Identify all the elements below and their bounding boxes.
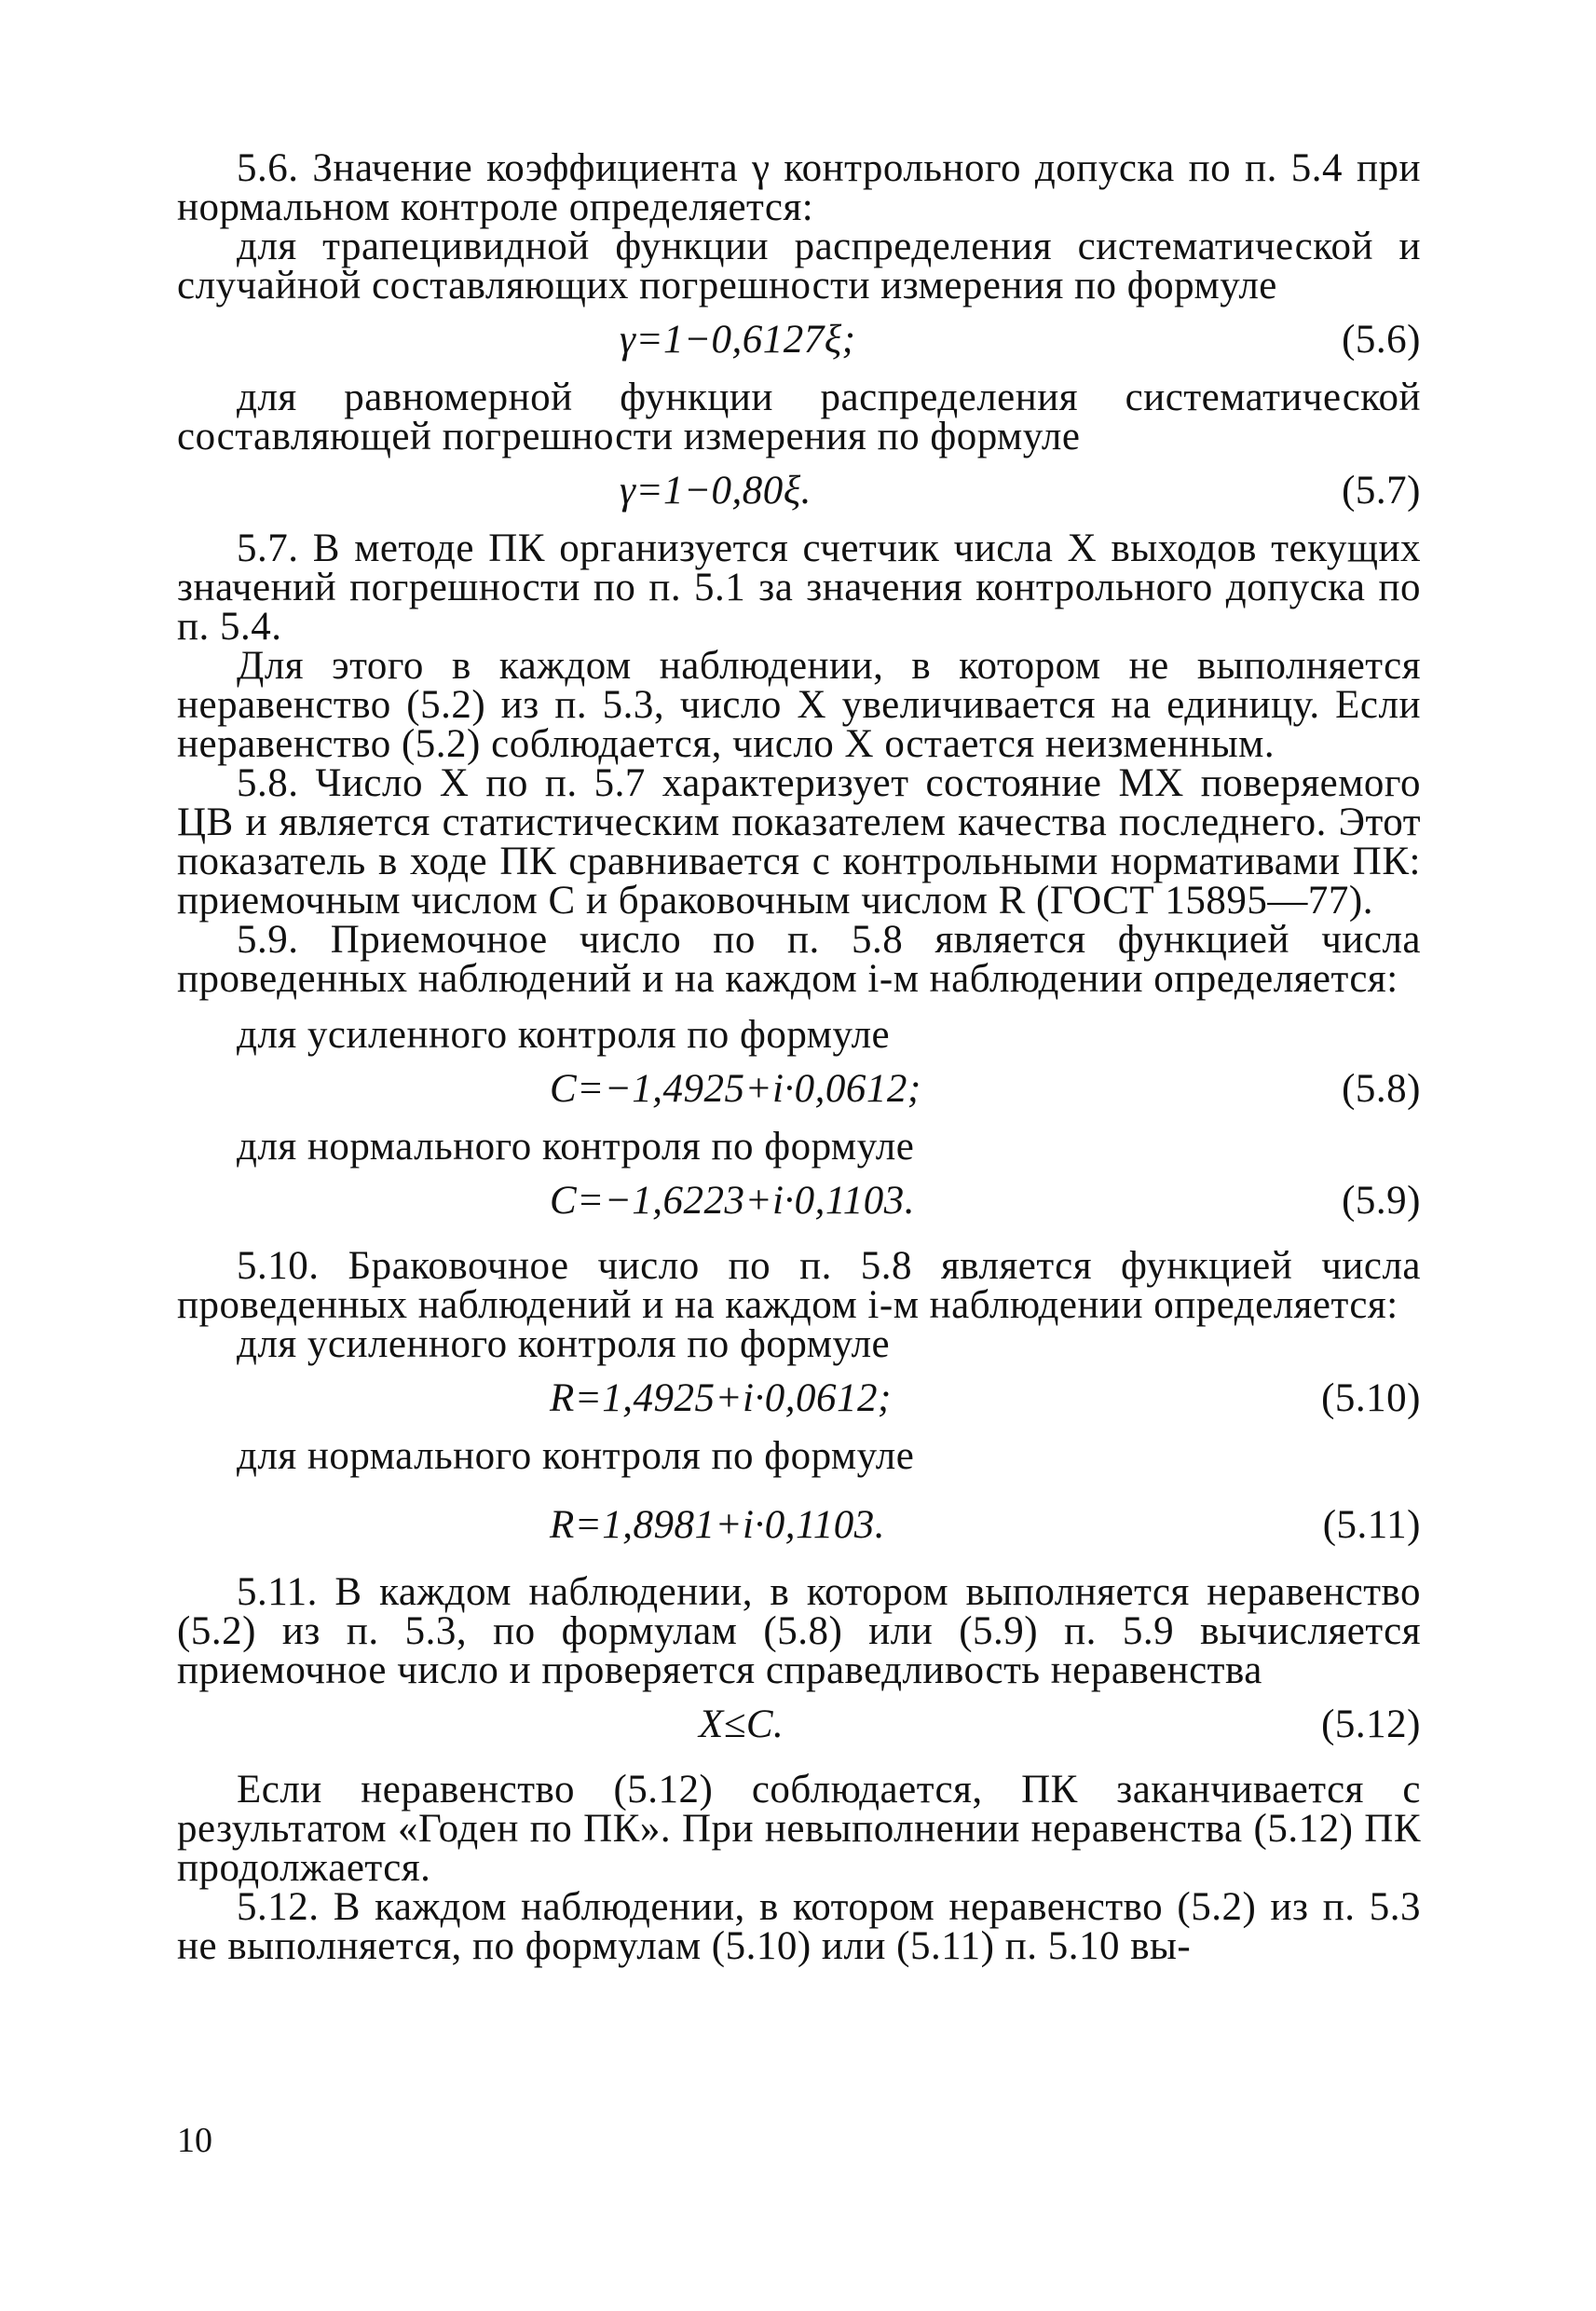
paragraph-5-9-strict: для усиленного контроля по формуле (237, 1013, 891, 1057)
formula-expression: γ=1−0,6127ξ; (620, 318, 856, 362)
formula-expression: X≤C. (699, 1702, 784, 1746)
paragraph-5-7-continued: Для этого в каждом наблюдении, в котором не выполняется неравенство (5.2) из п. 5.3, число X увеличивается на единицу. Если неравенство (5.2) соблюдается, число X остается неизменным. (177, 644, 1421, 766)
formula-number: (5.10) (1321, 1376, 1421, 1420)
formula-number: (5.6) (1342, 318, 1421, 362)
formula-5-6 (177, 313, 1421, 369)
formula-expression: R=1,8981+i·0,1103. (550, 1503, 886, 1547)
formula-number: (5.12) (1321, 1702, 1421, 1746)
paragraph-5-9-normal: для нормального контроля по формуле (237, 1125, 915, 1169)
paragraph-5-7: 5.7. В методе ПК организуется счетчик числа X выходов текущих значений погрешности по п. 5.1 за значения контрольного допуска по п. 5.4. (177, 526, 1421, 649)
formula-expression: γ=1−0,80ξ. (620, 469, 812, 513)
paragraph-5-10-strict: для усиленного контроля по формуле (237, 1322, 891, 1366)
formula-expression: C=−1,6223+i·0,1103. (550, 1179, 915, 1223)
paragraph-5-11-result: Если неравенство (5.12) соблюдается, ПК заканчивается с результатом «Годен по ПК». При невыполнении неравенства (5.12) ПК продолжается. (177, 1768, 1421, 1890)
formula-expression: C=−1,4925+i·0,0612; (550, 1067, 921, 1111)
paragraph-5-12: 5.12. В каждом наблюдении, в котором неравенство (5.2) из п. 5.3 не выполняется, по формулам (5.10) или (5.11) п. 5.10 вы- (177, 1885, 1421, 1968)
paragraph-5-9: 5.9. Приемочное число по п. 5.8 является функцией числа проведенных наблюдений и на каждом i-м наблюдении определяется: (177, 918, 1421, 1001)
paragraph-5-6-uniform: для равномерной функции распределения систематической составляющей погрешности измерения по формуле (177, 376, 1421, 458)
formula-5-9 (177, 1174, 1421, 1230)
formula-5-11 (177, 1484, 1421, 1556)
formula-5-10 (177, 1372, 1421, 1428)
paragraph-5-6-trapezoidal: для трапецивидной функции распределения систематической и случайной составляющих погрешности измерения по формуле (177, 225, 1421, 308)
formula-5-8 (177, 1062, 1421, 1118)
formula-number: (5.8) (1342, 1067, 1421, 1111)
page-number: 10 (177, 2121, 212, 2160)
paragraph-5-10: 5.10. Браковочное число по п. 5.8 является функцией числа проведенных наблюдений и на каждом i-м наблюдении определяется: (177, 1244, 1421, 1327)
formula-number: (5.11) (1322, 1503, 1421, 1547)
paragraph-5-11: 5.11. В каждом наблюдении, в котором выполняется неравенство (5.2) из п. 5.3, по формулам (5.8) или (5.9) п. 5.9 вычисляется приемочное число и проверяется справедливость неравенства (177, 1570, 1421, 1692)
body-text (177, 146, 1421, 1968)
formula-5-12 (177, 1698, 1421, 1754)
formula-5-7 (177, 464, 1421, 520)
paragraph-5-8: 5.8. Число X по п. 5.7 характеризует состояние МХ поверяемого ЦВ и является статистическим показателем качества последнего. Этот показатель в ходе ПК сравнивается с контрольными нормативами ПК: приемочным числом C и браковочным числом R (ГОСТ 15895—77). (177, 761, 1421, 923)
paragraph-5-6: 5.6. Значение коэффициента γ контрольного допуска по п. 5.4 при нормальном контроле определяется: (177, 146, 1421, 229)
formula-number: (5.9) (1342, 1179, 1421, 1223)
formula-expression: R=1,4925+i·0,0612; (550, 1376, 892, 1420)
paragraph-5-10-normal: для нормального контроля по формуле (237, 1434, 915, 1478)
formula-number: (5.7) (1342, 469, 1421, 513)
